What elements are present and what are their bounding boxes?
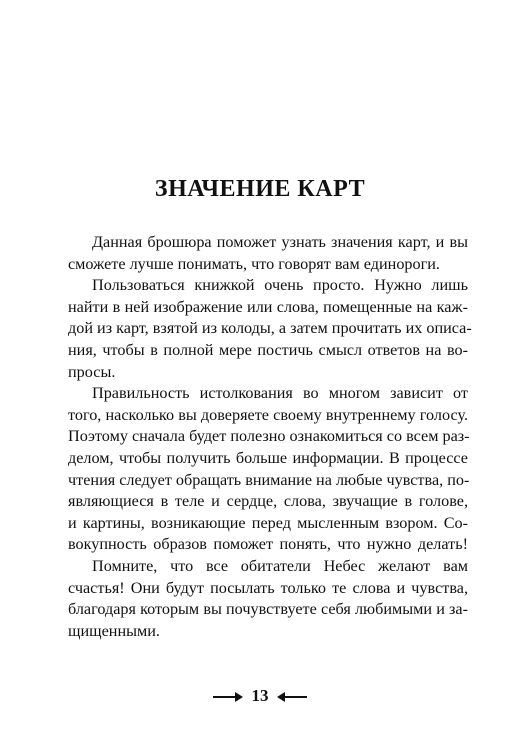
text-line: чтения следует обращать внимание на любые чувства, по- <box>68 470 470 489</box>
text-line: делом, чтобы получить больше информации. В процессе <box>68 448 468 467</box>
section-title: ЗНАЧЕНИЕ КАРТ <box>154 176 366 202</box>
text-line: найти в ней изображение или слова, помещенные на каж- <box>68 297 468 316</box>
text-line: Правильность истолкования во многом зависит от <box>92 384 468 403</box>
text-line: являющиеся в теле и сердце, слова, звучащие в голове, <box>68 492 468 511</box>
text-line: Поэтому сначала будет полезно ознакомиться со всем раз- <box>68 427 470 446</box>
text-line: Данная брошюра поможет узнать значения карт, и вы <box>92 233 468 251</box>
ornament-arrow-left-icon <box>213 696 241 698</box>
text-line: просы. <box>68 362 116 381</box>
page-number: 13 <box>251 686 269 705</box>
ornament-arrow-right-icon <box>279 696 307 698</box>
text-line: щищенными. <box>68 621 160 640</box>
text-line: дой из карт, взятой из колоды, а затем прочитать их описа- <box>68 319 472 338</box>
text-line: Пользоваться книжкой очень просто. Нужно лишь <box>92 276 468 295</box>
body-text <box>68 232 472 642</box>
text-line: счастья! Они будут посылать только те слова и чувства, <box>68 578 468 597</box>
text-line: вокупность образов поможет понять, что нужно делать! <box>68 535 468 554</box>
page-footer <box>0 686 520 706</box>
text-line: сможете лучше понимать, что говорят вам единороги. <box>68 254 440 273</box>
text-line: ния, чтобы в полной мере постичь смысл ответов на во- <box>68 340 468 359</box>
text-line: Помните, что все обитатели Небес желают вам <box>92 556 468 575</box>
text-line: и картины, возникающие перед мысленным взором. Со- <box>68 513 468 532</box>
text-line: того, насколько вы доверяете своему внутреннему голосу. <box>68 405 468 424</box>
text-line: благодаря которым вы почувствуете себя любимыми и за- <box>68 600 468 619</box>
